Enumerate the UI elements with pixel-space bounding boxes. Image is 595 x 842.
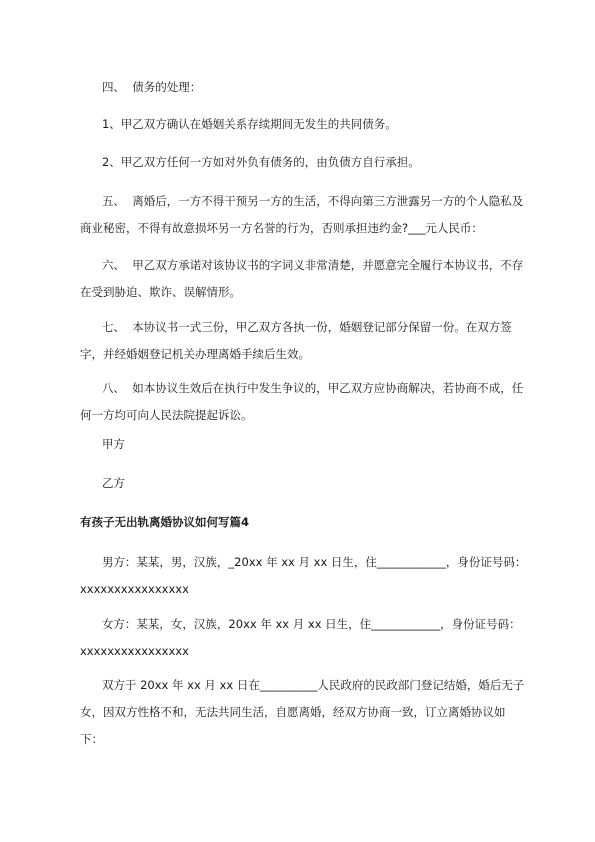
section-title: 有孩子无出轨离婚协议如何写篇4 xyxy=(80,515,249,529)
wife-info-paragraph: 女方：某某，女，汉族，20xx 年 xx 月 xx 日生，住____________，身份证号码：xxxxxxxxxxxxxxxx xyxy=(80,617,521,658)
debt-clause-1: 1、甲乙双方确认在婚姻关系存续期间无发生的共同债务。 xyxy=(80,117,397,131)
section-five-paragraph: 五、 离婚后，一方不得干预另一方的生活，不得向第三方泄露另一方的个人隐私及商业秘密，不得有故意损坏另一方名誉的行为，否则承担违约金?___元人民币： xyxy=(80,194,524,235)
party-b-label: 乙方 xyxy=(80,476,125,490)
debt-clause-2: 2、甲乙双方任何一方如对外负有债务的，由负债方自行承担。 xyxy=(80,155,420,169)
section-four-heading: 四、 债务的处理： xyxy=(80,80,202,94)
section-six-paragraph: 六、 甲乙双方承诺对该协议书的字词义非常清楚，并愿意完全履行本协议书，不存在受到胁迫、欺诈、误解情形。 xyxy=(80,258,524,299)
party-a-label: 甲方 xyxy=(80,437,125,451)
section-eight-paragraph: 八、 如本协议生效后在执行中发生争议的，甲乙双方应协商解决，若协商不成，任何一方均可向人民法院提起诉讼。 xyxy=(80,381,524,422)
husband-info-paragraph: 男方：某某，男，汉族，_20xx 年 xx 月 xx 日生，住____________，身份证号码：xxxxxxxxxxxxxxxx xyxy=(80,555,527,596)
section-seven-paragraph: 七、 本协议书一式三份，甲乙双方各执一份，婚姻登记部分保留一份。在双方签字，并经婚姻登记机关办理离婚手续后生效。 xyxy=(80,320,512,361)
marriage-info-paragraph: 双方于 20xx 年 xx 月 xx 日在__________人民政府的民政部门登记结婚，婚后无子女，因双方性格不和，无法共同生活，自愿离婚，经双方协商一致，订立离婚协议如下： xyxy=(80,678,525,746)
